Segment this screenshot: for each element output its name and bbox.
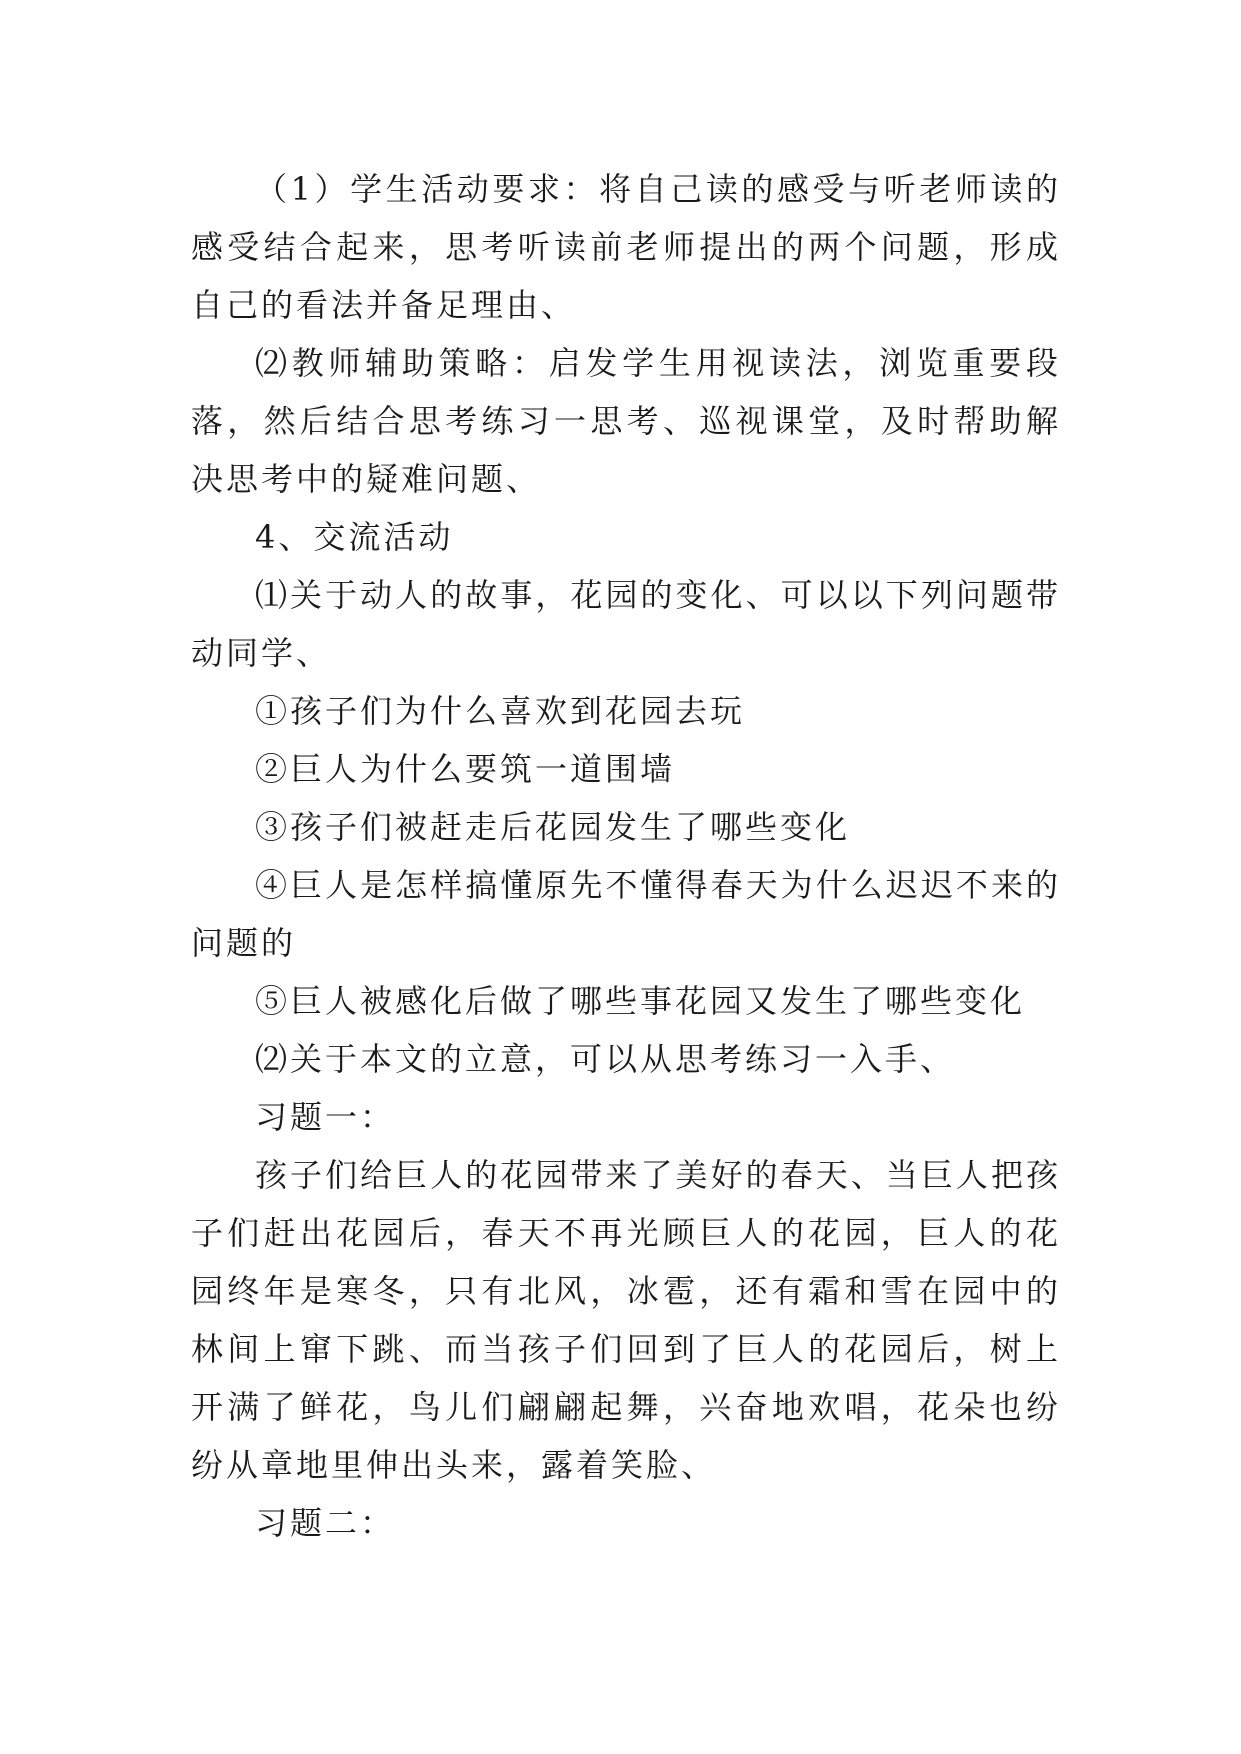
exercise-one-heading: 习题一： [255,1098,396,1136]
question-item-3: ③孩子们被赶走后花园发生了哪些变化 [255,808,851,846]
exercise-two-heading: 习题二： [255,1504,396,1542]
document-body [191,160,1061,1552]
question-item-1: ①孩子们为什么喜欢到花园去玩 [255,692,746,730]
exercise-one-answer: 孩子们给巨人的花园带来了美好的春天、当巨人把孩子们赶出花园后，春天不再光顾巨人的花园，巨人的花园终年是寒冬，只有北风，冰雹，还有霜和雪在园中的林间上窜下跳、而当孩子们回到了巨人的花园后，树上开满了鲜花，鸟儿们翩翩起舞，兴奋地欢唱，花朵也纷纷从章地里伸出头来，露着笑脸、 [191,1156,1061,1484]
paragraph-theme: ⑵关于本文的立意，可以从思考练习一入手、 [255,1040,956,1078]
paragraph-teacher-strategy: ⑵教师辅助策略：启发学生用视读法，浏览重要段落，然后结合思考练习一思考、巡视课堂，及时帮助解决思考中的疑难问题、 [191,344,1061,498]
paragraph-student-activity: （1）学生活动要求：将自己读的感受与听老师读的感受结合起来，思考听读前老师提出的两个问题，形成自己的看法并备足理由、 [191,170,1061,324]
question-item-2: ②巨人为什么要筑一道围墙 [255,750,676,788]
question-item-5: ⑤巨人被感化后做了哪些事花园又发生了哪些变化 [255,982,1026,1020]
paragraph-exchange-heading: 4、交流活动 [255,518,454,556]
paragraph-story-changes: ⑴关于动人的故事，花园的变化、可以以下列问题带动同学、 [191,576,1061,672]
question-item-4: ④巨人是怎样搞懂原先不懂得春天为什么迟迟不来的问题的 [191,866,1061,962]
